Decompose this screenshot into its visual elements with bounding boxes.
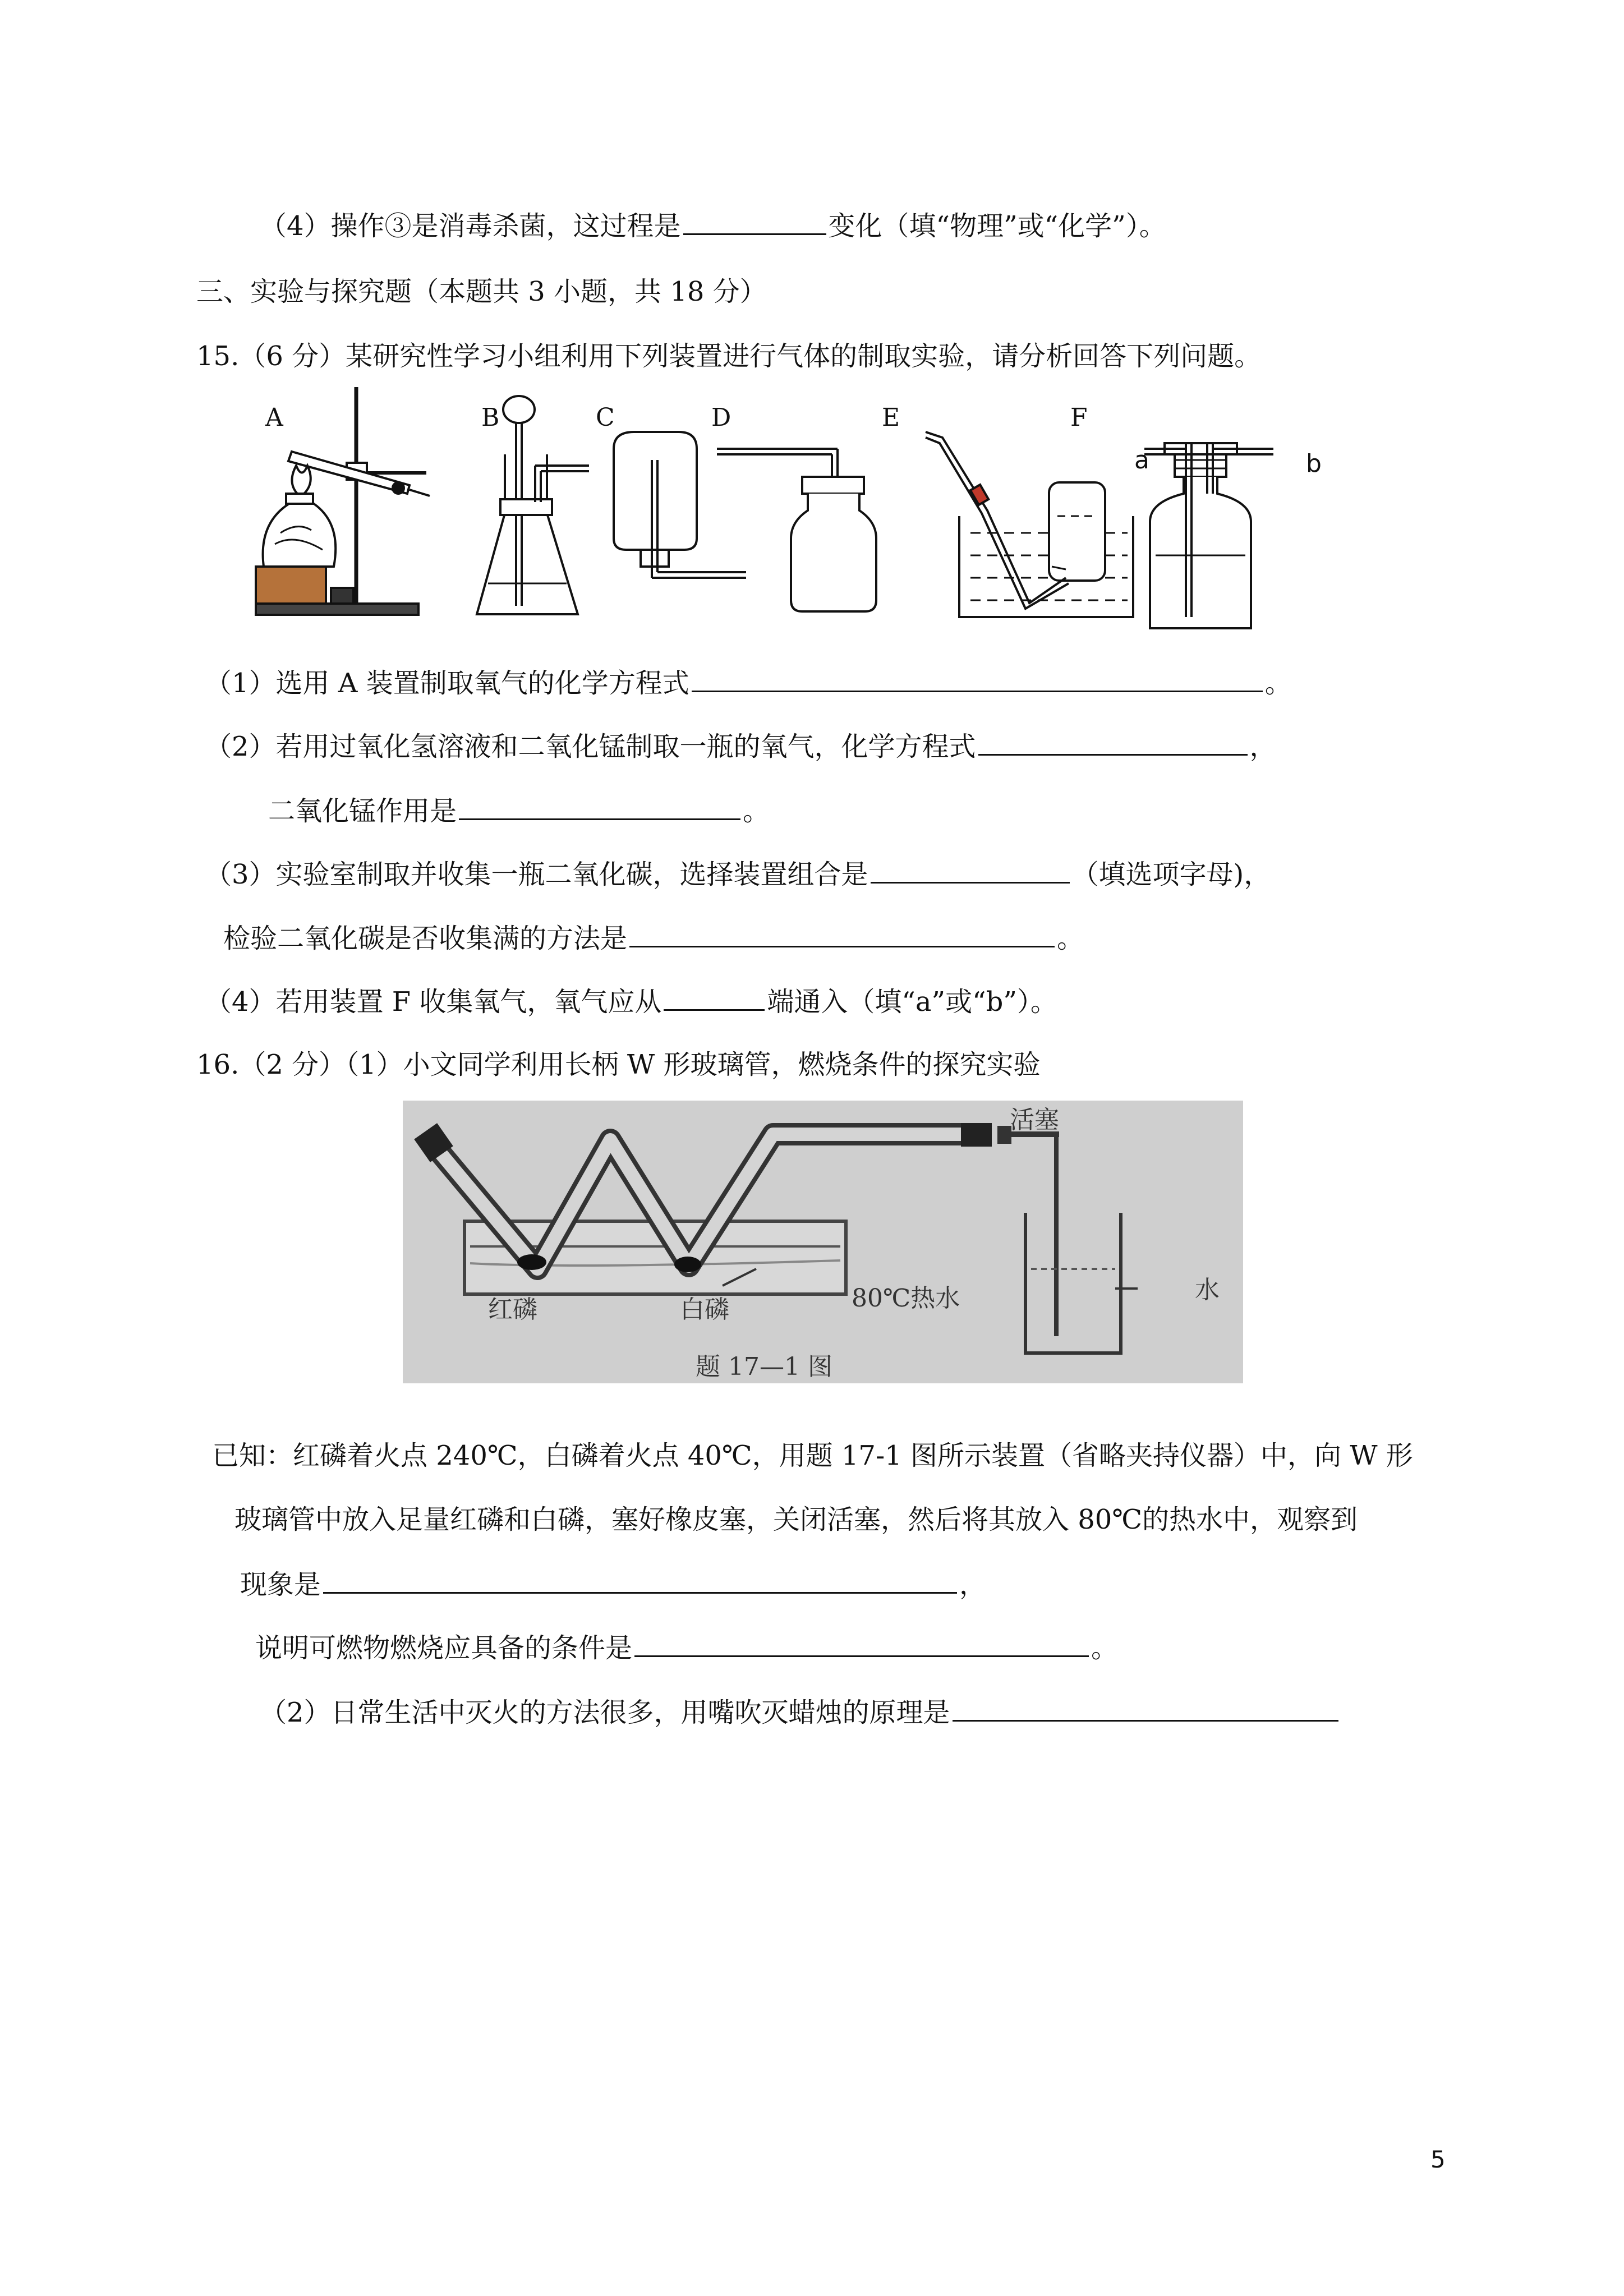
- answer-blank[interactable]: [664, 983, 765, 1011]
- apparatus-label-b: B: [481, 403, 500, 432]
- q15-4-line: [205, 983, 1057, 1019]
- q15-2b-line: [268, 793, 770, 828]
- q15-3b-text: 检验二氧化碳是否收集满的方法是: [223, 923, 628, 954]
- q15-2b-text: 二氧化锰作用是: [268, 795, 457, 827]
- q15-3a-line: [205, 856, 1271, 891]
- q15-3a-text: （3）实验室制取并收集一瓶二氧化碳，选择装置组合是: [205, 859, 868, 890]
- apparatus-label-e: E: [882, 403, 900, 432]
- apparatus-label-a: A: [265, 403, 283, 432]
- photo-label-stopcock: 活塞: [1010, 1106, 1059, 1134]
- q15-2a-text: （2）若用过氧化氢溶液和二氧化锰制取一瓶的氧气，化学方程式: [205, 731, 976, 762]
- answer-blank[interactable]: [953, 1694, 1338, 1722]
- apparatus-f: [1144, 442, 1273, 628]
- q16-condition-tail: 。: [1091, 1632, 1119, 1664]
- q15-2b-tail: 。: [743, 795, 770, 827]
- port-label-b: b: [1306, 449, 1322, 478]
- apparatus-a: [256, 387, 430, 615]
- photo-label-hot-water: 80℃热水: [852, 1284, 960, 1313]
- lab-apparatus-diagram: [241, 381, 1335, 639]
- apparatus-d: [717, 449, 876, 611]
- page-number: 5: [1430, 2146, 1446, 2173]
- answer-blank[interactable]: [323, 1566, 957, 1594]
- q16-condition-line: [255, 1630, 1118, 1665]
- q14-4-text: （4）操作③是消毒杀菌，这过程是: [260, 210, 681, 242]
- q15-4-tail: 端通入（填“a”或“b”）。: [767, 986, 1057, 1018]
- q16-title: 16.（2 分）（1）小文同学利用长柄 W 形玻璃管，燃烧条件的探究实验: [196, 1049, 1041, 1080]
- w-tube-photo: [403, 1101, 1243, 1383]
- q16-phenomenon-text: 现象是: [240, 1569, 321, 1600]
- q15-3a-tail: （填选项字母)，: [1071, 859, 1271, 890]
- q15-1-line: [205, 665, 1292, 700]
- q14-4-line: [260, 208, 1166, 243]
- answer-blank[interactable]: [459, 793, 740, 820]
- q15-2a-line: [205, 728, 1277, 763]
- q15-title: 15.（6 分）某研究性学习小组利用下列装置进行气体的制取实验，请分析回答下列问题。: [196, 341, 1262, 372]
- q16-phenomenon-tail: ，: [959, 1569, 987, 1600]
- apparatus-label-c: C: [596, 403, 615, 432]
- q15-3b-line: [223, 920, 1084, 955]
- apparatus-e: [926, 432, 1133, 617]
- q16-2-text: （2）日常生活中灭火的方法很多，用嘴吹灭蜡烛的原理是: [260, 1697, 950, 1728]
- answer-blank[interactable]: [871, 856, 1070, 884]
- q15-1-text: （1）选用 A 装置制取氧气的化学方程式: [205, 668, 689, 699]
- apparatus-b: [477, 396, 589, 614]
- photo-label-red-phosphorus: 红磷: [488, 1295, 537, 1324]
- answer-blank[interactable]: [692, 665, 1263, 692]
- answer-blank[interactable]: [629, 920, 1055, 947]
- q15-4-text: （4）若用装置 F 收集氧气，氧气应从: [205, 986, 662, 1018]
- q16-known-line-1: 已知：红磷着火点 240℃，白磷着火点 40℃，用题 17-1 图所示装置（省略夹持仪器）中，向 W 形: [212, 1440, 1413, 1471]
- photo-label-water: 水: [1195, 1276, 1220, 1304]
- photo-label-white-phosphorus: 白磷: [680, 1295, 729, 1324]
- photo-caption: 题 17—1 图: [696, 1352, 832, 1381]
- q14-4-tail: 变化（填“物理”或“化学”）。: [828, 210, 1166, 242]
- q15-2a-tail: ，: [1249, 731, 1277, 762]
- q16-known-line-2: 玻璃管中放入足量红磷和白磷，塞好橡皮塞，关闭活塞，然后将其放入 80℃的热水中，观察到: [234, 1504, 1358, 1535]
- answer-blank[interactable]: [634, 1630, 1089, 1657]
- answer-blank[interactable]: [978, 728, 1248, 756]
- q16-phenomenon-line: [240, 1566, 986, 1602]
- answer-blank[interactable]: [683, 208, 826, 235]
- q15-3b-tail: 。: [1057, 923, 1084, 954]
- apparatus-label-f: F: [1070, 403, 1088, 432]
- section-3-heading: 三、实验与探究题（本题共 3 小题，共 18 分）: [196, 276, 767, 307]
- apparatus-label-d: D: [711, 403, 732, 432]
- q16-2-line: [260, 1694, 1341, 1729]
- q16-condition-text: 说明可燃物燃烧应具备的条件是: [255, 1632, 633, 1664]
- q15-1-tail: 。: [1264, 668, 1292, 699]
- port-label-a: a: [1134, 446, 1149, 475]
